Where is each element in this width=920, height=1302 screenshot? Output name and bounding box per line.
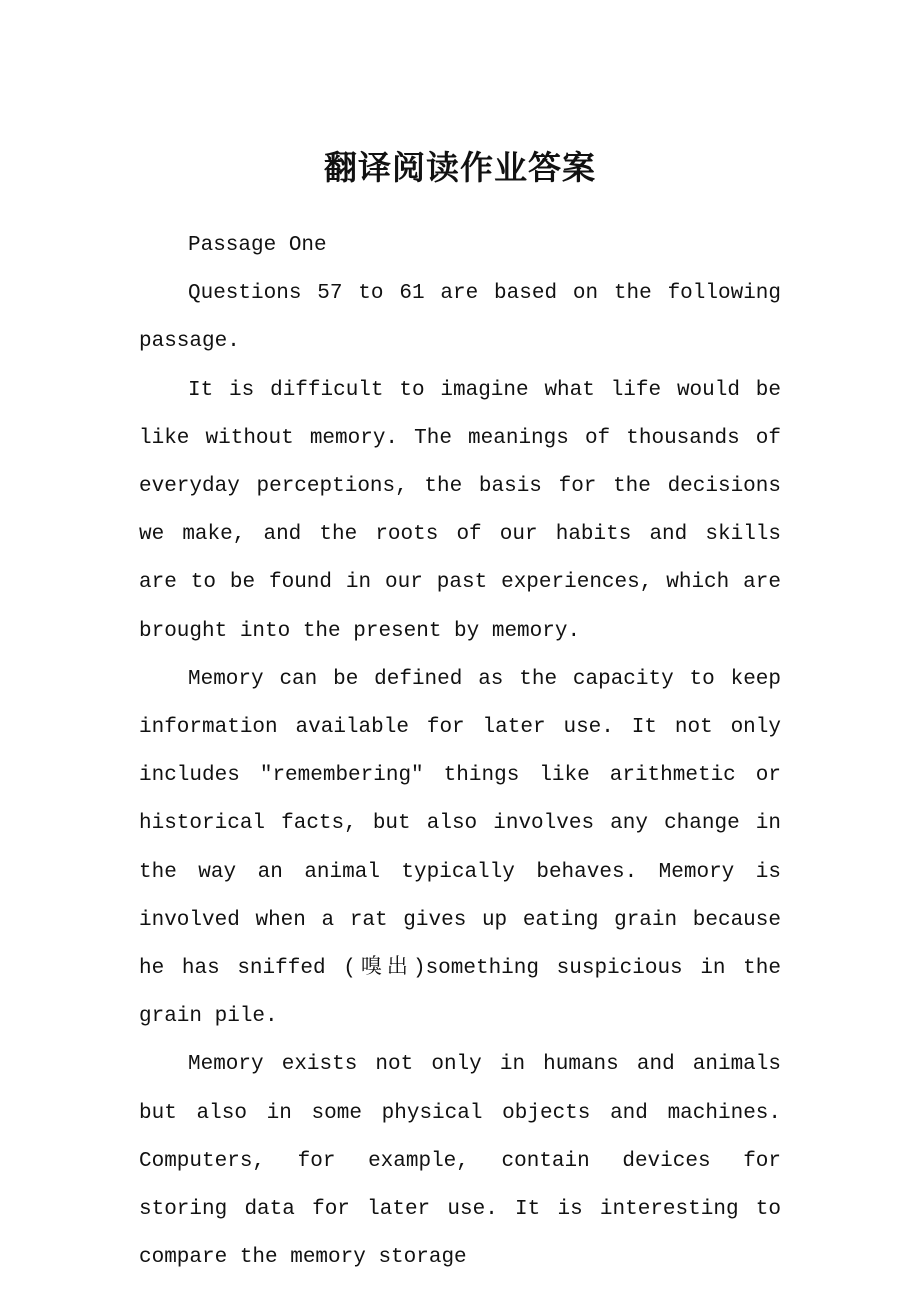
document-body — [139, 222, 781, 1282]
passage-heading: Passage One — [188, 234, 327, 257]
questions-instruction: Questions 57 to 61 are based on the following passage. — [139, 282, 781, 354]
body-paragraph: It is difficult to imagine what life would be like without memory. The meanings of thousands of everyday perceptions, the basis for the decisions we make, and the roots of our habits and skills are to be found in our past experiences, which are brought into the present by memory. — [139, 378, 781, 643]
body-paragraph: Memory can be defined as the capacity to keep information available for later use. It not only includes "remembering" things like arithmetic or historical facts, but also involves any change in the way an animal typically behaves. Memory is involved when a rat gives up eating grain because he has sniffed (嗅出)something suspicious in the grain pile. — [139, 667, 781, 1029]
document-title: 翻译阅读作业答案 — [324, 148, 596, 187]
body-paragraph: Memory exists not only in humans and animals but also in some physical objects and machines. Computers, for example, contain devices for storing data for later use. It is interesting to compare the memory storage — [139, 1053, 781, 1270]
